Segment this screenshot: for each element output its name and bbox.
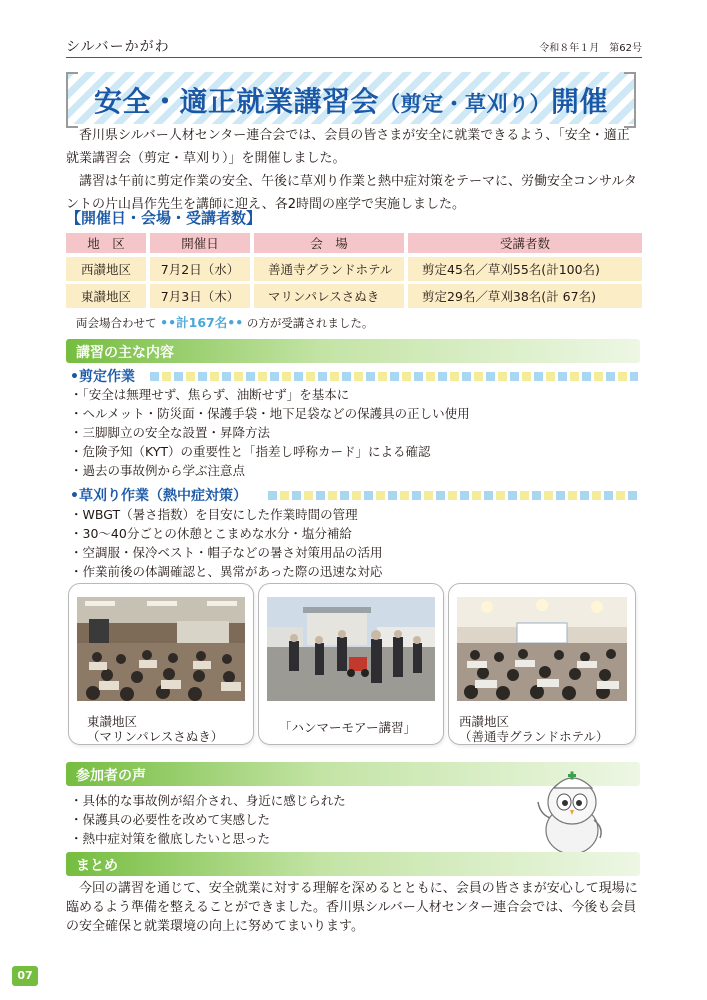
total-highlight: ••計167名•• <box>160 315 244 330</box>
total-prefix: 両会場合わせて <box>76 316 157 330</box>
owl-mascot-icon <box>530 766 620 858</box>
list-item: ・ 「安全は無理せず、焦らず、油断せず」を基本に <box>70 385 470 404</box>
list-item: ・ 危険予知（KYT）の重要性と「指差し呼称カード」による確認 <box>70 442 470 461</box>
pruning-heading: •剪定作業 <box>70 369 135 385</box>
summary-text: 今回の講習を通じて、安全就業に対する理解を深めるとともに、会員の皆さまが安心して現場に臨めるよう準備を整えることができました。香川県シルバー人材センター連合会では、今後も会員の安全確保と就業環境の向上に努めてまいります。 <box>66 881 638 934</box>
dotted-divider <box>268 491 638 500</box>
cell-venue: マリンパレスさぬき <box>254 284 404 308</box>
photo-caption-line2: （善通寺グランドホテル） <box>459 729 609 744</box>
page-header <box>66 36 642 58</box>
schedule-heading: 【開催日・会場・受講者数】 <box>66 209 262 227</box>
title-banner <box>66 72 636 124</box>
pruning-list <box>70 385 470 480</box>
list-item: ・ 保護具の必要性を改めて実感した <box>70 810 346 829</box>
intro-text <box>66 124 642 216</box>
voices-list <box>70 791 346 848</box>
column-header-venue: 会 場 <box>254 233 404 253</box>
list-item: ・ 具体的な事故例が紹介され、身近に感じられた <box>70 791 346 810</box>
cell-date: 7月2日（水） <box>150 257 250 281</box>
photo-caption-line1: 東讃地区 <box>87 714 138 729</box>
list-item: ・ 30～40分ごとの休憩とこまめな水分・塩分補給 <box>70 524 383 543</box>
section-heading-content: 講習の主な内容 <box>76 345 174 361</box>
photo-card-toshan <box>68 583 254 745</box>
list-item: ・ 三脚脚立の安全な設置・昇降方法 <box>70 423 470 442</box>
table-header-row <box>66 233 642 253</box>
total-suffix: の方が受講されました。 <box>246 316 374 330</box>
schedule-table <box>66 233 642 311</box>
list-item: ・ ヘルメット・防災面・保護手袋・地下足袋などの保護具の正しい使用 <box>70 404 470 423</box>
photo-card-hammer-mower <box>258 583 444 745</box>
list-item: ・ 熱中症対策を徹底したいと思った <box>70 829 346 848</box>
intro-paragraph-2: 講習は午前に剪定作業の安全、午後に草刈り作業と熱中症対策をテーマに、労働安全コンサルタントの片山昌作先生を講師に迎え、各2時間の座学で実施しました。 <box>66 174 637 212</box>
cell-area: 東讃地区 <box>66 284 146 308</box>
photo-card-seisan <box>448 583 636 745</box>
section-band-content <box>66 339 640 363</box>
cell-attendees: 剪定29名／草刈38名(計 67名) <box>408 284 642 308</box>
photo-outdoor-demo <box>267 597 435 701</box>
list-item: ・ 空調服・保冷ベスト・帽子などの暑さ対策用品の活用 <box>70 543 383 562</box>
cell-date: 7月3日（木） <box>150 284 250 308</box>
dotted-divider <box>150 372 638 381</box>
magazine-name: シルバーかがわ <box>66 39 170 55</box>
title-sub: （剪定・草刈り） <box>379 92 551 116</box>
title-tail: 開催 <box>551 85 609 118</box>
intro-paragraph-1: 香川県シルバー人材センター連合会では、会員の皆さまが安全に就業できるよう、「安全・適正就業講習会（剪定・草刈り）」を開催しました。 <box>66 128 630 166</box>
table-row <box>66 284 642 308</box>
photo-lecture-hall-west <box>457 597 627 701</box>
photo-caption <box>459 714 608 744</box>
title-main: 安全・適正就業講習会 <box>93 85 379 118</box>
photo-caption-line1: 西讃地区 <box>459 714 510 729</box>
section-heading-summary: まとめ <box>76 858 118 874</box>
list-item: ・ 過去の事故例から学ぶ注意点 <box>70 461 470 480</box>
cell-venue: 善通寺グランドホテル <box>254 257 404 281</box>
list-item: ・ WBGT（暑さ指数）を目安にした作業時間の管理 <box>70 505 383 524</box>
issue-info: 令和８年１月 第62号 <box>539 43 642 54</box>
total-attendees-line <box>76 313 373 331</box>
section-band-summary <box>66 852 640 876</box>
photo-caption-line1: 「ハンマーモアー講習」 <box>279 720 417 735</box>
mowing-list <box>70 505 383 581</box>
mowing-heading: •草刈り作業（熱中症対策） <box>70 488 247 504</box>
page-number: 07 <box>12 966 38 986</box>
photo-caption-line2: （マリンパレスさぬき） <box>87 729 224 744</box>
cell-attendees: 剪定45名／草刈55名(計100名) <box>408 257 642 281</box>
photo-caption <box>87 714 223 744</box>
column-header-area: 地 区 <box>66 233 146 253</box>
list-item: ・ 作業前後の体調確認と、異常があった際の迅速な対応 <box>70 562 383 581</box>
column-header-attendees: 受講者数 <box>408 233 642 253</box>
cell-area: 西讃地区 <box>66 257 146 281</box>
column-header-date: 開催日 <box>150 233 250 253</box>
table-row <box>66 257 642 281</box>
section-heading-voices: 参加者の声 <box>76 768 146 784</box>
photo-lecture-hall-east <box>77 597 245 701</box>
photo-caption <box>279 720 416 735</box>
page-title <box>66 80 636 120</box>
